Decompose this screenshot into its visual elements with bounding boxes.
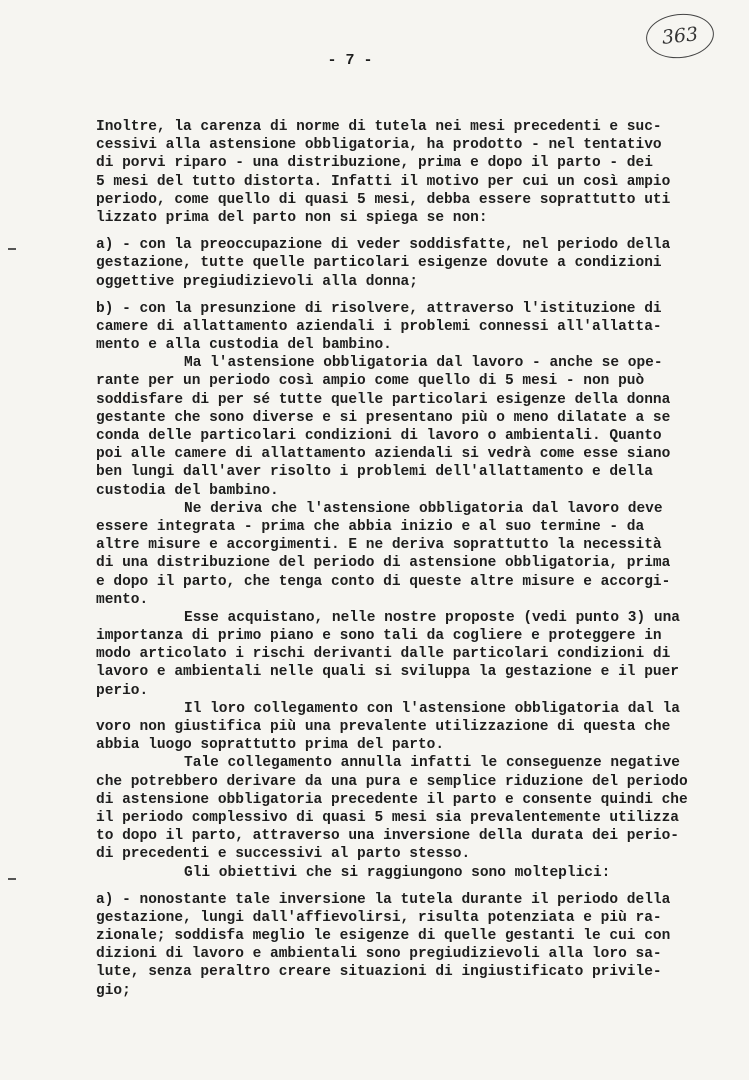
paragraph <box>96 236 696 291</box>
paragraph <box>96 609 696 700</box>
paragraph-gap <box>96 291 696 300</box>
text-line: Gli obiettivi che si raggiungono sono molteplici: <box>184 864 611 881</box>
text-line: soddisfare di per sé tutte quelle particolari esigenze della donna <box>96 391 671 408</box>
text-line: gio; <box>96 982 131 999</box>
text-line: Esse acquistano, nelle nostre proposte (vedi punto 3) una <box>184 609 680 626</box>
text-line: a) - con la preoccupazione di veder soddisfatte, nel periodo della <box>96 237 671 254</box>
text-line: lute, senza peraltro creare situazioni di ingiustificato privile- <box>96 964 662 981</box>
paragraph-gap <box>96 227 696 236</box>
text-line: mento. <box>96 591 149 608</box>
text-line: a) - nonostante tale inversione la tutela durante il periodo della <box>96 891 671 908</box>
text-line: conda delle particolari condizioni di lavoro o ambientali. Quanto <box>96 428 662 444</box>
text-line: gestazione, tutte quelle particolari esigenze dovute a condizioni <box>96 255 662 272</box>
text-line: Tale collegamento annulla infatti le conseguenze negative <box>184 755 680 772</box>
paragraph <box>96 754 696 863</box>
text-line: cessivi alla astensione obbligatoria, ha prodotto - nel tentativo <box>96 137 662 154</box>
paragraph <box>96 300 696 355</box>
stamp-number: 363 <box>660 23 700 49</box>
text-line: to dopo il parto, attraverso una inversione della durata dei perio- <box>96 828 679 845</box>
text-line: e dopo il parto, che tenga conto di queste altre misure e accorgi- <box>96 573 671 590</box>
paragraph <box>96 500 696 609</box>
text-line: che potrebbero derivare da una pura e semplice riduzione del periodo <box>96 773 688 790</box>
text-line: Inoltre, la carenza di norme di tutela nei mesi precedenti e suc- <box>96 119 662 135</box>
text-line: ben lungi dall'aver risolto i problemi dell'allattamento e della <box>96 464 653 481</box>
text-line: rante per un periodo così ampio come quello di 5 mesi - non può <box>96 373 645 390</box>
body-text <box>96 118 696 1000</box>
text-line: mento e alla custodia del bambino. <box>96 337 392 354</box>
text-line: poi alle camere di allattamento aziendali si vedrà come esse siano <box>96 446 671 463</box>
text-line: importanza di primo piano e sono tali da cogliere e proteggere in <box>96 628 662 645</box>
text-line: essere integrata - prima che abbia inizio e al suo termine - da <box>96 518 645 535</box>
text-line: di astensione obbligatoria precedente il parto e consente quindi che <box>96 791 688 808</box>
paragraph-gap <box>96 882 696 891</box>
page-number: - 7 - <box>327 52 373 69</box>
text-line: 5 mesi del tutto distorta. Infatti il motivo per cui un così ampio <box>96 173 671 190</box>
text-line: di precedenti e successivi al parto stesso. <box>96 846 471 863</box>
text-line: lavoro e ambientali nelle quali si sviluppa la gestazione e il puer <box>96 664 679 681</box>
text-line: Ma l'astensione obbligatoria dal lavoro - anche se ope- <box>184 355 663 372</box>
text-line: camere di allattamento aziendali i problemi connessi all'allatta- <box>96 318 662 335</box>
text-line: altre misure e accorgimenti. E ne deriva soprattutto la necessità <box>96 537 662 554</box>
paragraph <box>96 864 696 882</box>
text-line: lizzato prima del parto non si spiega se non: <box>96 209 488 226</box>
text-line: custodia del bambino. <box>96 482 279 499</box>
text-line: dizioni di lavoro e ambientali sono pregiudizievoli alla loro sa- <box>96 946 662 963</box>
text-line: periodo, come quello di quasi 5 mesi, debba essere soprattutto uti <box>96 191 671 208</box>
margin-mark <box>8 878 16 880</box>
text-line: il periodo complessivo di quasi 5 mesi sia prevalentemente utilizza <box>96 809 679 826</box>
text-line: perio. <box>96 682 149 699</box>
margin-mark <box>8 248 16 250</box>
text-line: voro non giustifica più una prevalente utilizzazione di questa che <box>96 719 671 735</box>
text-line: gestazione, lungi dall'affievolirsi, risulta potenziata e più ra- <box>96 909 662 926</box>
text-line: Il loro collegamento con l'astensione obbligatoria dal la <box>184 700 680 717</box>
text-line: oggettive pregiudizievoli alla donna; <box>96 273 418 290</box>
text-line: modo articolato i rischi derivanti dalle particolari condizioni di <box>96 646 671 663</box>
text-line: di porvi riparo - una distribuzione, prima e dopo il parto - dei <box>96 155 653 172</box>
text-line: gestante che sono diverse e si presentano più o meno dilatate a se <box>96 409 671 426</box>
paragraph <box>96 118 696 227</box>
text-line: abbia luogo soprattutto prima del parto. <box>96 737 445 754</box>
paragraph <box>96 891 696 1000</box>
text-line: b) - con la presunzione di risolvere, attraverso l'istituzione di <box>96 300 662 317</box>
text-line: zionale; soddisfa meglio le esigenze di quelle gestanti le cui con <box>96 928 671 945</box>
text-line: Ne deriva che l'astensione obbligatoria dal lavoro deve <box>184 500 663 517</box>
paragraph <box>96 354 696 500</box>
paragraph <box>96 700 696 755</box>
text-line: di una distribuzione del periodo di astensione obbligatoria, prima <box>96 555 671 572</box>
